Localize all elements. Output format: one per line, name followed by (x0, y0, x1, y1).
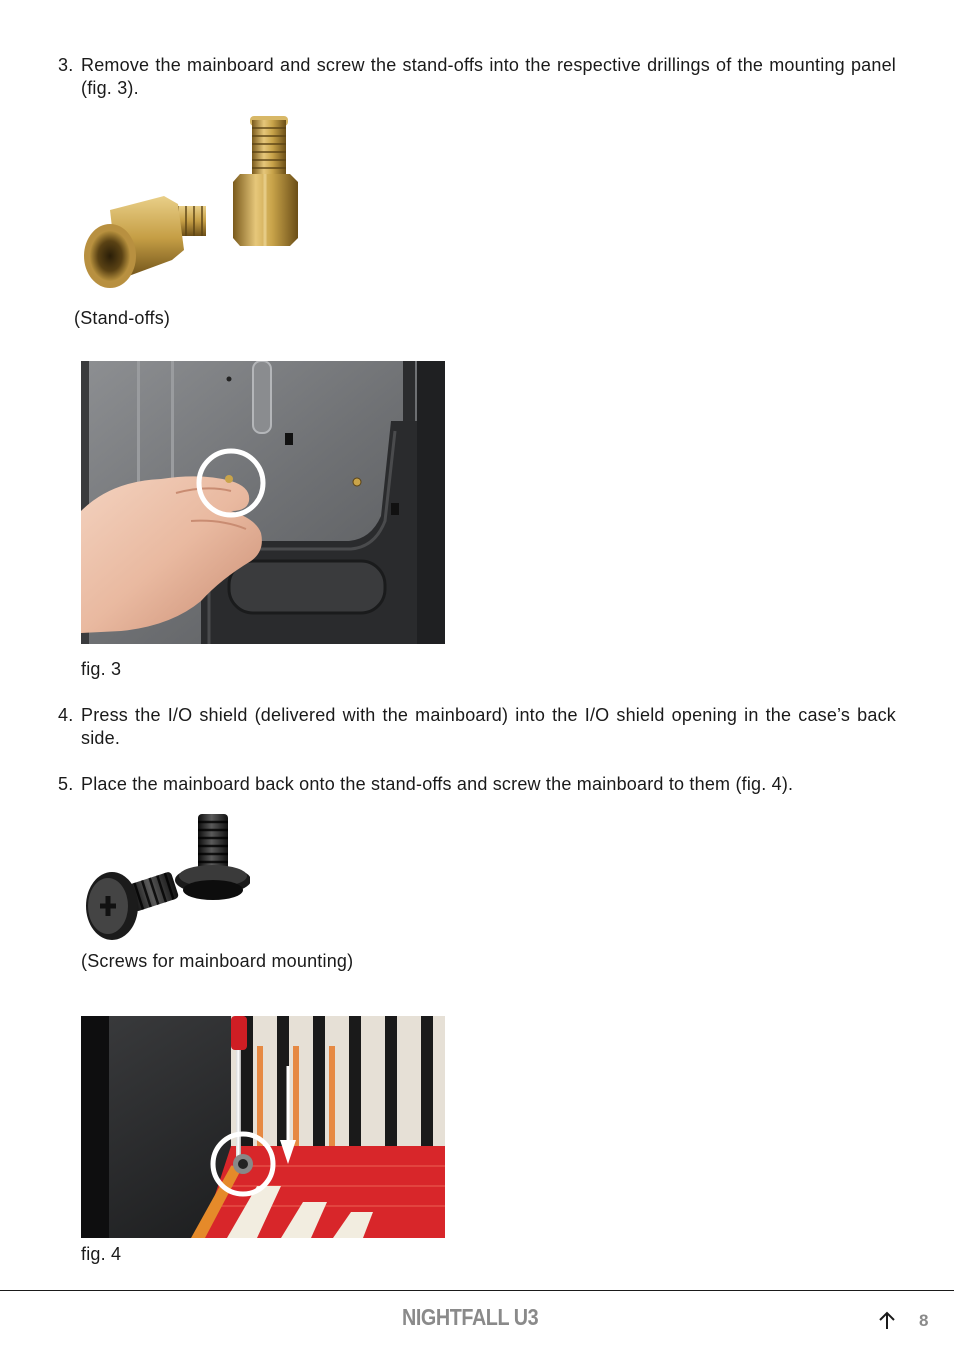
screws-image (80, 810, 250, 944)
fig3-caption: fig. 3 (81, 659, 122, 679)
step-number: 4. (58, 705, 74, 725)
standoffs-caption: (Stand-offs) (74, 308, 171, 328)
fig3-photo (81, 361, 445, 644)
step-text: Remove the mainboard and screw the stand-offs into the respective drillings of the mounting panel (fig. 3). (81, 55, 896, 98)
footer-title: NIGHTFALL U3 (402, 1304, 539, 1330)
step-3 (58, 54, 896, 100)
standoffs-image (80, 110, 300, 298)
step-text: Place the mainboard back onto the stand-offs and screw the mainboard to them (fig. 4). (81, 774, 794, 794)
fig4-caption: fig. 4 (81, 1244, 122, 1264)
fig4-photo (81, 1016, 445, 1238)
footer-divider (0, 1290, 954, 1291)
page-number: 8 (919, 1311, 929, 1330)
step-text: Press the I/O shield (delivered with the mainboard) into the I/O shield opening in the case’s back side. (81, 705, 896, 748)
screws-caption: (Screws for mainboard mounting) (81, 951, 354, 971)
step-4 (58, 704, 896, 750)
arrow-up-icon[interactable] (877, 1310, 897, 1332)
step-number: 3. (58, 55, 74, 75)
step-5 (58, 773, 896, 796)
step-number: 5. (58, 774, 74, 794)
